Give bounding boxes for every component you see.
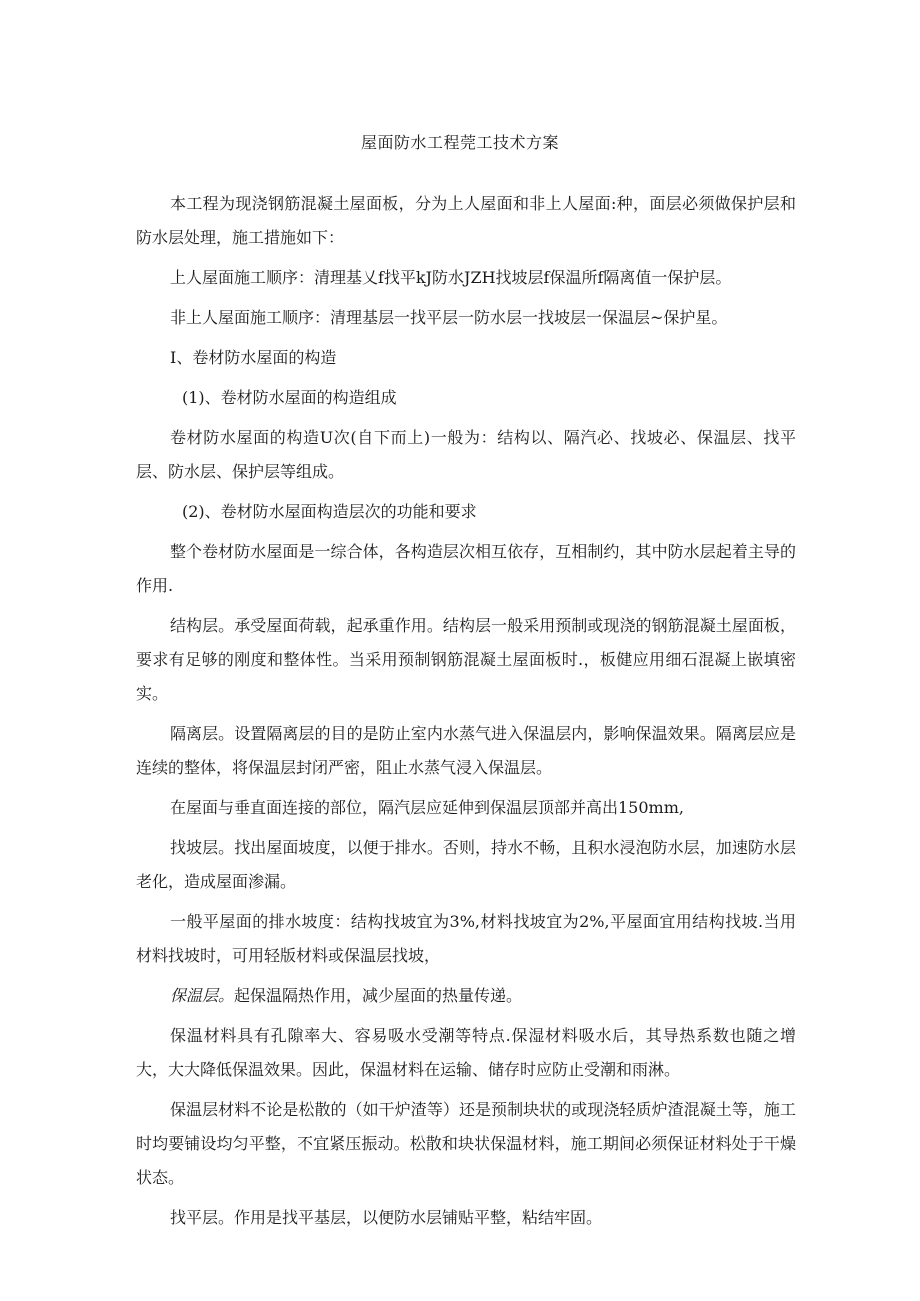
paragraph-vapor-barrier-extension: 在屋面与垂直面连接的部位，隔汽层应延伸到保温层顶部并高出150mm,: [170, 798, 684, 817]
paragraph-construction-layers: 卷材防水屋面的构造U次(自下而上)一般为：结构以、隔汽必、找坡必、保温层、找平层、防水层、保护层等组成。: [136, 428, 796, 481]
section-heading-1: I、卷材防水屋面的构造: [170, 348, 337, 367]
document-body: [136, 187, 796, 1241]
paragraph-isolation-layer: 隔离层。设置隔离层的目的是防止室内水蒸气进入保温层内，影响保温效果。隔离层应是连续的整体，将保温层封闭严密，阻止水蒸气浸入保温层。: [136, 724, 796, 777]
paragraph-intro: 本工程为现浇钢筋混凝土屋面板，分为上人屋面和非上人屋面:种，面层必须做保护层和防水层处理，施工措施如下：: [136, 194, 796, 247]
insulation-layer-text: 起保温隔热作用，减少屋面的热量传递。: [234, 986, 523, 1005]
document-title: 屋面防水工程莞工技术方案: [360, 133, 559, 152]
paragraph-insulation-installation: 保温层材料不论是松散的（如干炉渣等）还是预制块状的或现浇轻质炉渣混凝土等，施工时均要铺设均匀平整，不宜紧压振动。松散和块状保温材料，施工期间必须保证材料处于干燥状态。: [136, 1100, 796, 1187]
paragraph-accessible-roof-sequence: 上人屋面施工顺序：清理基乂f找平kJ防水JZH找坡层f保温所f隔离值一保护层。: [170, 268, 732, 287]
subsection-heading-2: (2)、卷材防水屋面构造层次的功能和要求: [182, 502, 477, 521]
paragraph-leveling-layer: 找平层。作用是找平基层，以便防水层铺贴平整，粘结牢固。: [170, 1208, 603, 1227]
paragraph-insulation-layer: [136, 979, 796, 1013]
paragraph-non-accessible-roof-sequence: 非上人屋面施工顺序：清理基层一找平层一防水层一找坡层一保温层~保护星。: [170, 308, 728, 327]
paragraph-drainage-slope: 一般平屋面的排水坡度：结构找坡宜为3%,材料找坡宜为2%,平屋面宜用结构找坡.当用材料找坡时，可用轻版材料或保温层找坡，: [136, 912, 796, 965]
paragraph-slope-layer: 找坡层。找出屋面坡度，以便于排水。否则，持水不畅，且积水浸泡防水层，加速防水层老化，造成屋面渗漏。: [136, 838, 796, 891]
paragraph-overall-system: 整个卷材防水屋面是一综合体，各构造层次相互依存，互相制约，其中防水层起着主导的作用.: [136, 542, 796, 595]
paragraph-insulation-material: 保温材料具有孔隙率大、容易吸水受潮等特点.保湿材料吸水后，其导热系数也随之增大，大大降低保温效果。因此，保温材料在运输、储存时应防止受潮和雨淋。: [136, 1026, 796, 1079]
insulation-layer-lead: 保温层。: [170, 986, 235, 1005]
paragraph-structural-layer: 结构层。承受屋面荷载，起承重作用。结构层一般采用预制或现浇的钢筋混凝土屋面板，要求有足够的刚度和整体性。当采用预制钢筋混凝土屋面板时.，板健应用细石混凝上嵌填密实。: [136, 616, 796, 703]
subsection-heading-1: (1)、卷材防水屋面的构造组成: [182, 388, 397, 407]
